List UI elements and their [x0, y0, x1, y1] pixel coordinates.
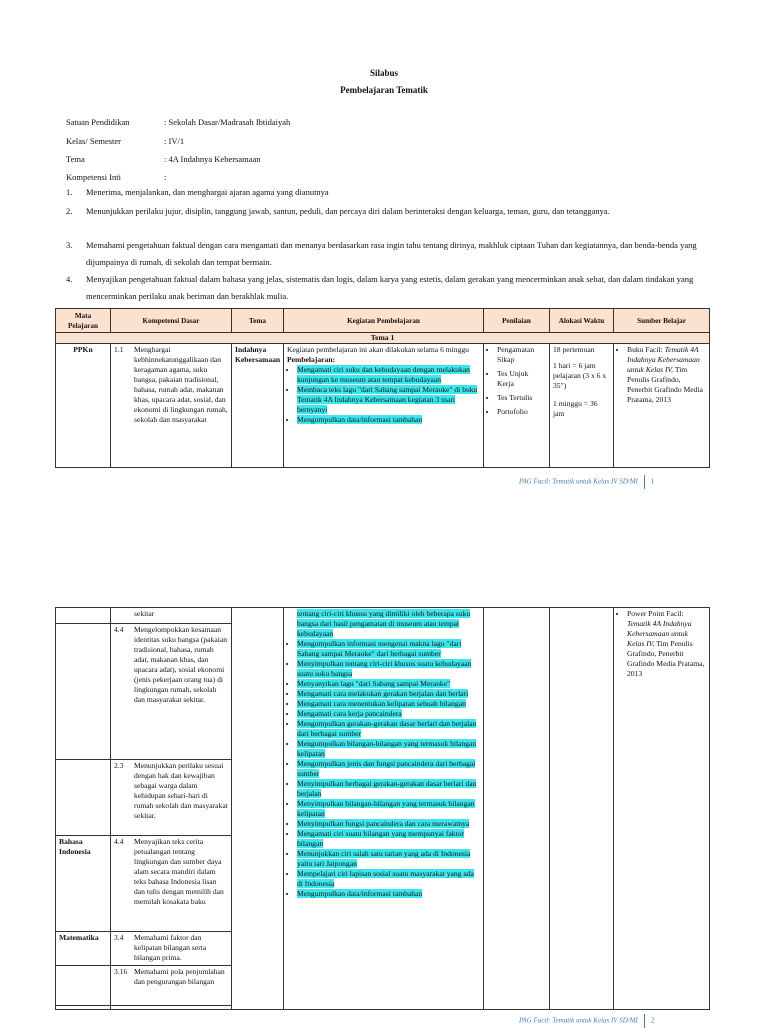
list-item: • Menyimpulkan fungsi pancaindera dan cara merawatnya — [297, 819, 480, 829]
list-item: • Menyanyikan lagu "dari Sabang sampai Merauke" — [297, 679, 480, 689]
list-item: • Mengumpulkan jenis dan fungsi pancaindera dari berbagai sumber — [297, 759, 480, 779]
mapel-cell — [56, 624, 111, 760]
alokasi-cell — [550, 608, 614, 1010]
page-subtitle: Pembelajaran Tematik — [340, 85, 428, 95]
header-kompetensi-dasar: Kompetensi Dasar — [111, 309, 232, 333]
header-alokasi: Alokasi Waktu — [550, 309, 614, 333]
mapel-cell: Bahasa Indonesia — [56, 836, 111, 932]
mapel-cell: PPKn — [56, 344, 111, 468]
list-item: • Tes Tertulis — [497, 393, 546, 403]
penilaian-cell — [484, 344, 550, 468]
alokasi-cell: 18 pertemuan 1 hari = 6 jam pelajaran (3 x 6 x 35") 1 minggu = 36 jam — [550, 344, 614, 468]
kd-cell: 4.4 Menyajikan teks cerita petualangan tentang lingkungan dan sumber daya alam secara mandiri dalam teks bahasa Indonesia lisan dan tulis dengan memilih dan memilah kosakata baku — [111, 836, 232, 932]
mapel-cell — [56, 760, 111, 836]
page-footer: PAG Facil: Tematik untuk Kelas IV SD/MI 2 — [519, 1014, 654, 1028]
list-item: • Menunjukkan ciri salah satu tarian yang ada di Indonesia yaitu tari Jaipongan — [297, 849, 480, 869]
list-item: • Tes Unjuk Kerja — [497, 369, 546, 389]
list-item: • Mengumpulkan bilangan-bilangan yang termasuk bilangan kelipatan — [297, 739, 480, 759]
list-item: • Mengumpulkan data/informasi tambahan — [297, 889, 480, 899]
list-item: • Mengumpulkan informasi mengenai makna lagu "dari Sabang sampai Merauke" dari berbagai sumber — [297, 639, 480, 659]
kd-cell: 1.1 Menghargai kebhinnekatunggalikaan dan keragaman agama, suku bangsa, pakaian tradisional, bahasa, rumah adat, makanan khas, upacara adat, sosial, dan ekonomi di lingkungan rumah, sekolah dan masyarakat — [111, 344, 232, 468]
kegiatan-cell: tentang ciri-ciri khusus yang dimiliki oleh beberapa suku bangsa dari hasil pengamatan di museum atau tempat kebudayaan • Mengumpulkan informasi mengenai makna lagu "dari Sabang sampai Merauke" dari berbagai sumber • Menyimpulkan tentang ciri-ciri khusus suatu kebudayaan suatu suku bangsa • Menyanyikan lagu "dari Sabang sampai Merauke" • Mengamati cara melakukan gerakan berjalan dan berlari • Mengamati cara menentukan kelipatan sebuah bilangan • Mengamati cara kerja pancaindera • Mengumpulkan gerakan-gerakan dasar berlari dan berjalan dari berbagai sumber • Mengumpulkan bilangan-bilangan yang termasuk bilangan kelipatan • Mengumpulkan jenis dan fungsi pancaindera dari berbagai sumber • Menyimpulkan berbagai gerakan-gerakan dasar berlari dan berjalan • Menyimpulkan bilangan-bilangan yang termasuk bilangan kelipatan • Menyimpulkan fungsi pancaindera dan cara merawatnya • Mengamati ciri suatu bilangan yang mempunyai faktor bilangan • Menunjukkan ciri salah satu tarian yang ada di Indonesia yaitu tari Jaipongan • Mempelajari ciri lapisan sosial suatu masyarakat yang ada di Indonesia • Mengumpulkan data/informasi tambahan — [284, 608, 484, 1010]
list-item: • Mengamati ciri suatu bilangan yang mempunyai faktor bilangan — [297, 829, 480, 849]
mapel-cell — [56, 608, 111, 624]
kompetensi-inti-item: 1. Menerima, menjalankan, dan menghargai ajaran agama yang dianutnya — [66, 187, 329, 197]
tema-row: Tema 1 — [56, 333, 710, 344]
list-item: • Membaca teks lagu "dari Sabang sampai Merauke" di buku Tematik 4A Indahnya Kebersamaan kegiatan 3 mari bernyanyi — [297, 385, 480, 415]
kompetensi-inti-item: 3. Memahami pengetahuan faktual dengan cara mengamati dan menanya berdasarkan rasa ingin tahu tentang dirinya, makhluk ciptaan Tuhan dan kegiatannya, dan benda-benda yang dijumpainya di rumah, di sekolah dan tempat bermain. — [66, 240, 697, 267]
list-item: • Power Point Facil: Tematik 4A Indahnya Kebersamaan untuk Kelas IV, Tim Penulis Grafindo, Penerbit Grafindo Media Pratama, 2013 — [627, 609, 706, 679]
page-footer: PAG Facil: Tematik untuk Kelas IV SD/MI 1 — [519, 475, 654, 489]
page-title: Silabus — [369, 68, 399, 78]
list-item: • Mempelajari ciri lapisan sosial suatu masyarakat yang ada di Indonesia — [297, 869, 480, 889]
list-item: • Mengumpulkan data/informasi tambahan — [297, 415, 480, 425]
list-item: • Mengamati cara kerja pancaindera — [297, 709, 480, 719]
kegiatan-cell: Kegiatan pembelajaran ini akan dilakukan selama 6 minggu Pembelajaran: • Mengamati ciri suku dan kebudayaan dengan melakukan kunjungan ke museum atau tempat kebudayaan • Membaca teks lagu "dari Sabang sampai Merauke" di buku Tematik 4A Indahnya Kebersamaan kegiatan 3 mari bernyanyi • Mengumpulkan data/informasi tambahan — [284, 344, 484, 468]
info-row: Kompetensi Inti : — [66, 172, 167, 182]
list-item: • Mengamati cara melakukan gerakan berjalan dan berlari — [297, 689, 480, 699]
info-row: Satuan Pendidikan : Sekolah Dasar/Madrasah Ibtidaiyah — [66, 117, 291, 127]
list-item: • Buku Facil: Tematik 4A Indahnya Kebersamaan untuk Kelas IV, Tim Penulis Grafindo, Penerbit Grafindo Media Pratama, 2013 — [627, 345, 706, 405]
list-item: • Pengamatan Sikap — [497, 345, 546, 365]
kd-cell: 2.3 Menunjukkan perilaku sesuai dengan hak dan kewajiban sebagai warga dalam kehidupan sehari-hari di rumah sekolah dan masyarakat sekitar. — [111, 760, 232, 836]
document-page-1 — [0, 0, 768, 500]
list-item: • Portofolio — [497, 407, 546, 417]
mapel-cell: Matematika — [56, 932, 111, 966]
header-sumber: Sumber Belajar — [614, 309, 710, 333]
kd-cell: 4.4 Mengelompokkan kesamaan identitas suku bangsa (pakaian tradisional, bahasa, rumah adat, makanan khas, dan upacara adat), sosial ekonomi (jenis pekerjaan orang tua) di lingkungan rumah, sekolah dan masyarakat sekitar. — [111, 624, 232, 760]
list-item: • Menyimpulkan tentang ciri-ciri khusus suatu kebudayaan suatu suku bangsa — [297, 659, 480, 679]
kd-cell: 3.4 Memahami faktor dan kelipatan bilangan serta bilangan prima. — [111, 932, 232, 966]
list-item: • Mengumpulkan gerakan-gerakan dasar berlari dan berjalan dari berbagai sumber — [297, 719, 480, 739]
page-gap — [0, 500, 768, 600]
tema-cell — [232, 608, 284, 1010]
kompetensi-inti-item: 2. Menunjukkan perilaku jujur, disiplin, tanggung jawab, santun, peduli, dan percaya diri dalam berinteraksi dengan keluarga, teman, guru, dan tetangganya. — [66, 206, 610, 216]
header-mata-pelajaran: Mata Pelajaran — [56, 309, 111, 333]
header-tema: Tema — [232, 309, 284, 333]
kompetensi-inti-item: 4. Menyajikan pengetahuan faktual dalam bahasa yang jelas, sistematis dan logis, dalam karya yang estetis, dalam gerakan yang mencerminkan anak sehat, dan dalam tindakan yang mencerminkan perilaku anak beriman dan berakhlak mulia. — [66, 274, 694, 301]
sumber-cell — [614, 344, 710, 468]
tema-cell: Indahnya Kebersamaan — [232, 344, 284, 468]
syllabus-table-page-2 — [55, 607, 710, 1010]
penilaian-cell — [484, 608, 550, 1010]
kd-cell: 3.16 Memahami pola penjumlahan dan pengurangan bilangan — [111, 966, 232, 1006]
header-kegiatan: Kegiatan Pembelajaran — [284, 309, 484, 333]
kd-cell: sekitar — [111, 608, 232, 624]
list-item: • Menyimpulkan berbagai gerakan-gerakan dasar berlari dan berjalan — [297, 779, 480, 799]
list-item: • Mengamati ciri suku dan kebudayaan dengan melakukan kunjungan ke museum atau tempat kebudayaan — [297, 365, 480, 385]
info-row: Kelas/ Semester : IV/1 — [66, 136, 185, 146]
syllabus-table-page-1 — [55, 308, 710, 468]
sumber-cell — [614, 608, 710, 1010]
kd-cell — [111, 1006, 232, 1010]
list-item: • Menyimpulkan bilangan-bilangan yang termasuk bilangan kelipatan — [297, 799, 480, 819]
mapel-cell — [56, 966, 111, 1006]
header-penilaian: Penilaian — [484, 309, 550, 333]
document-page-2 — [0, 600, 768, 1024]
list-item: • Mengamati cara menentukan kelipatan sebuah bilangan — [297, 699, 480, 709]
info-row: Tema : 4A Indahnya Kebersamaan — [66, 154, 261, 164]
mapel-cell — [56, 1006, 111, 1010]
